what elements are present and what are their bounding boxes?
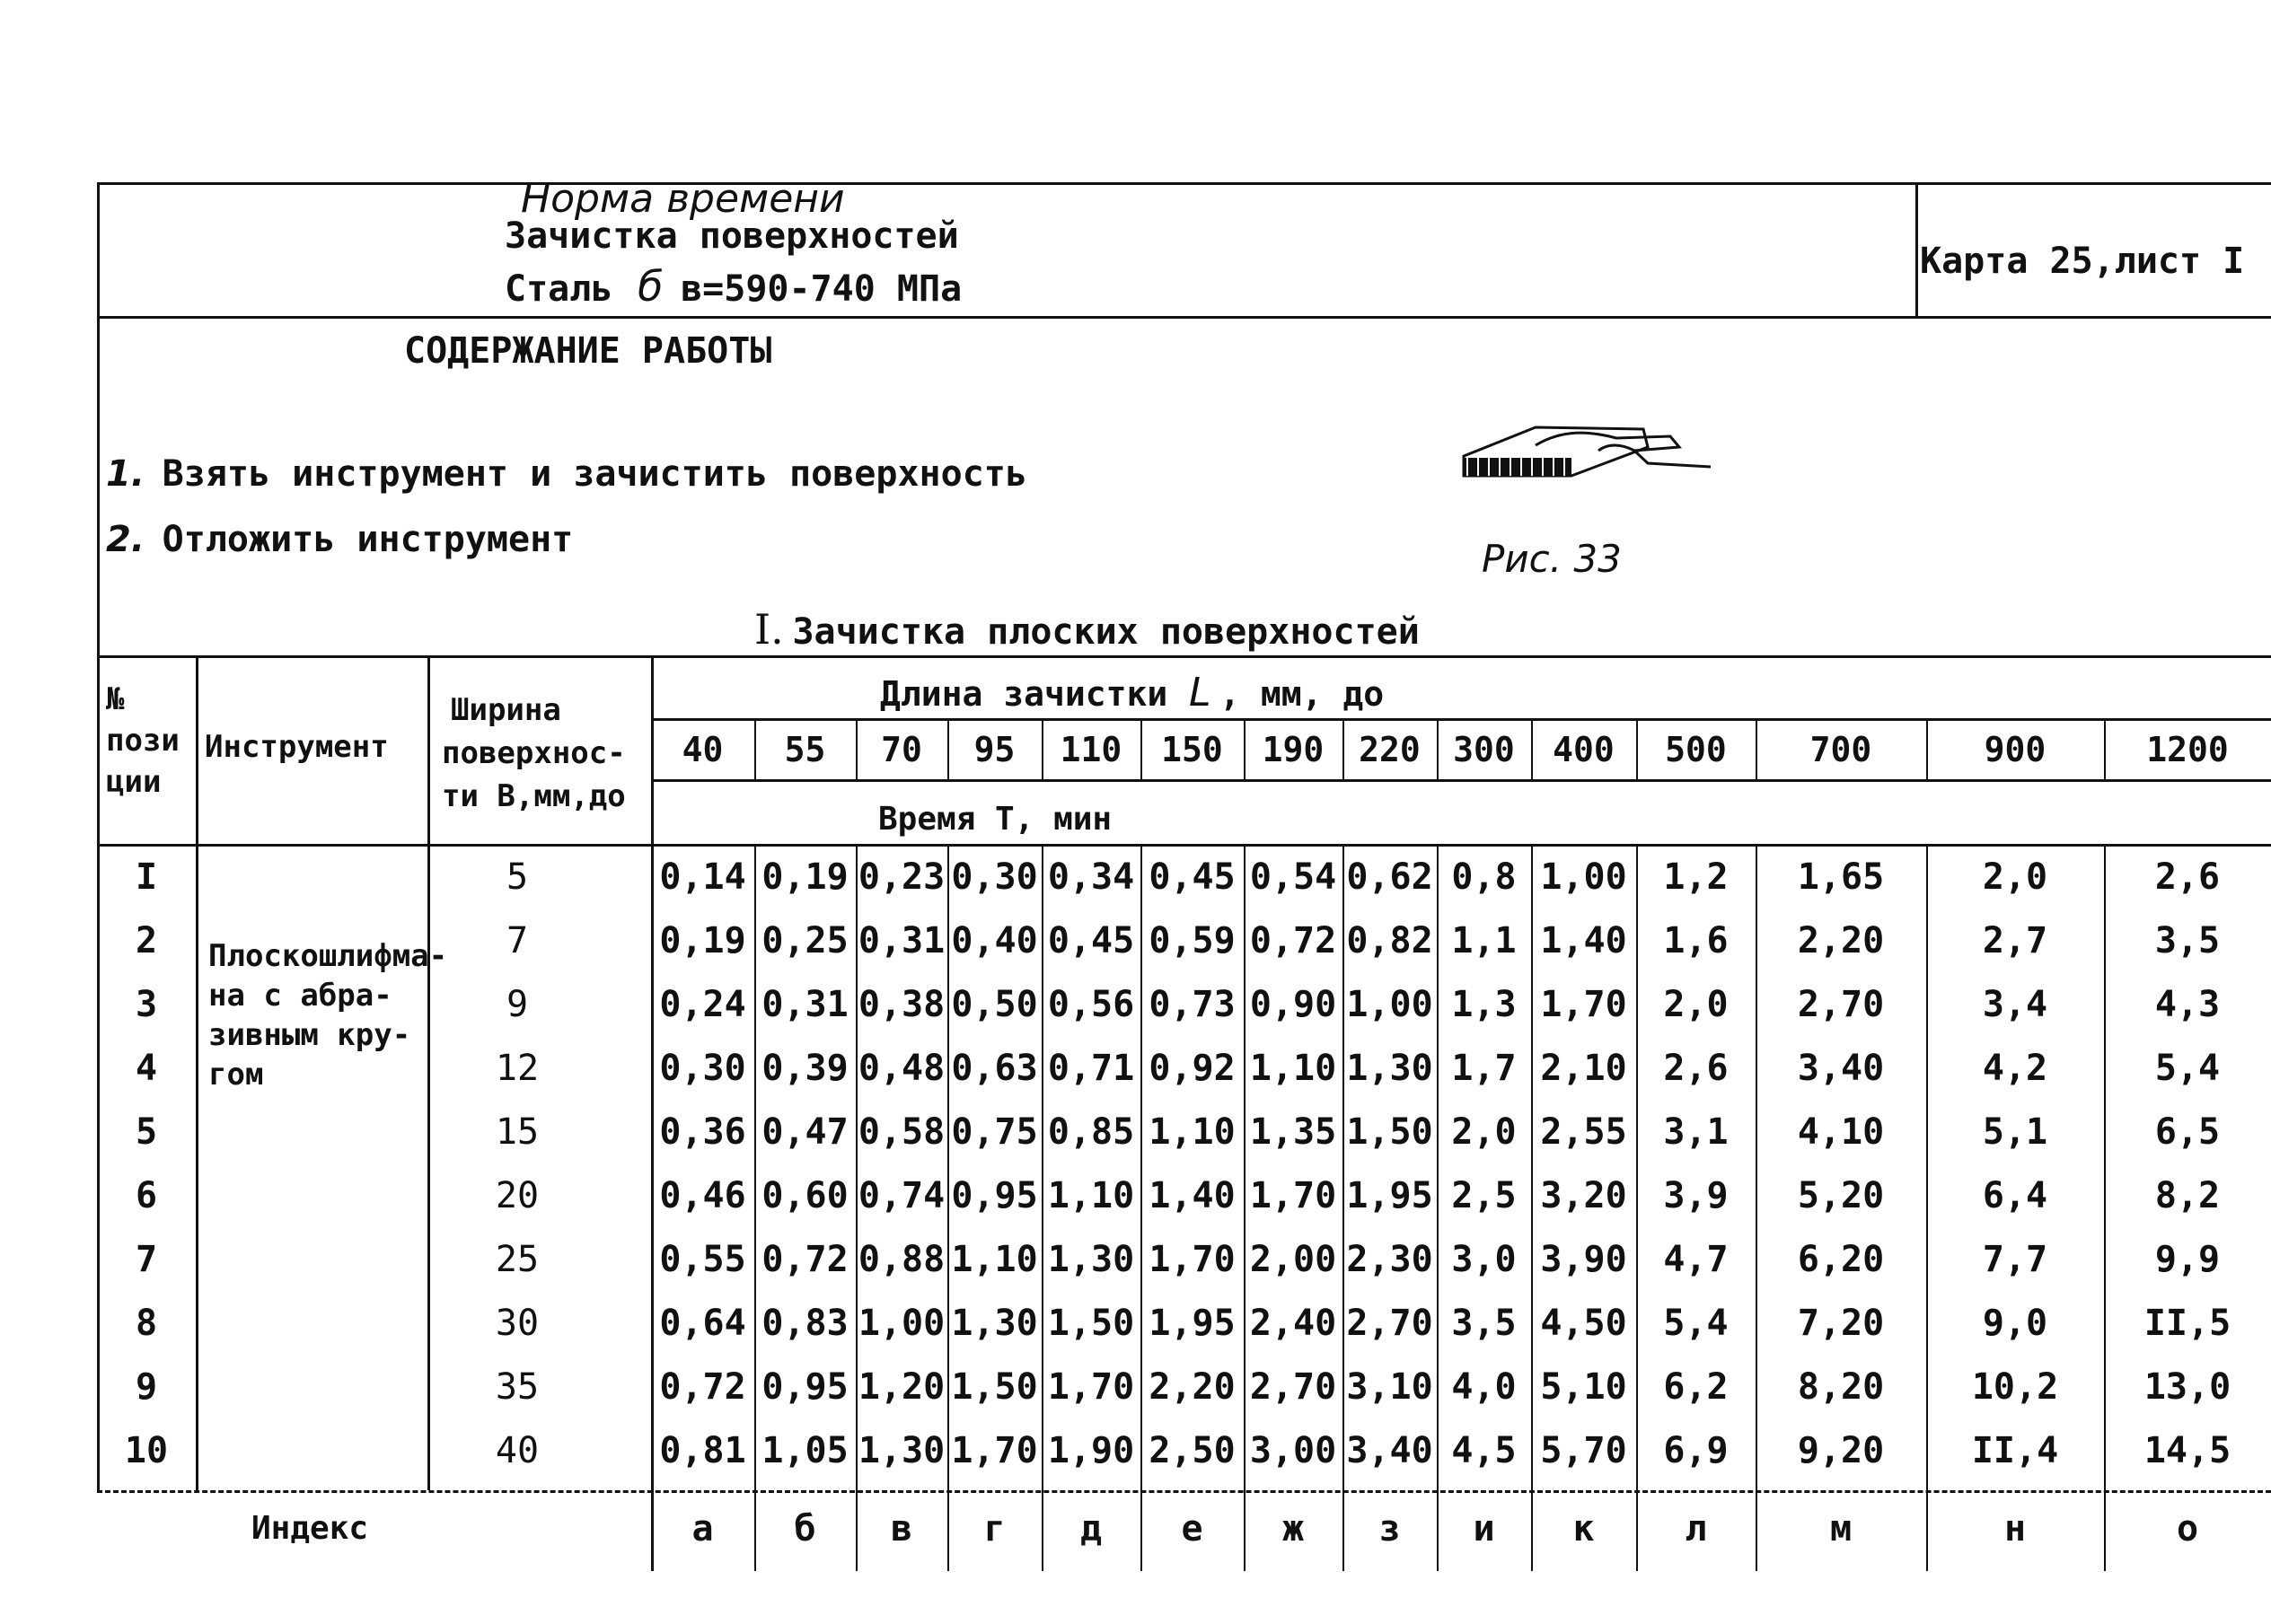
time-value: 0,55 (659, 1239, 746, 1280)
material-line (505, 262, 962, 311)
time-value: 0,60 (761, 1175, 849, 1216)
row-width: 5 (506, 856, 529, 898)
time-value: 0,95 (951, 1175, 1038, 1216)
length-value: 220 (1359, 730, 1421, 769)
time-value: II,4 (1971, 1430, 2059, 1471)
time-value: 0,30 (659, 1048, 746, 1089)
time-value: 1,2 (1663, 856, 1729, 898)
time-value: 1,7 (1451, 1048, 1517, 1089)
step-1-text: Взять инструмент и зачистить поверхность (162, 453, 1027, 495)
time-value: 0,63 (951, 1048, 1038, 1089)
time-value: 6,20 (1797, 1239, 1885, 1280)
time-value: 4,3 (2154, 984, 2221, 1025)
length-value: 55 (784, 730, 826, 769)
time-value: 2,55 (1540, 1111, 1627, 1153)
index-letter: б (794, 1508, 816, 1549)
row-width: 35 (495, 1366, 540, 1408)
header-bottom-rule-table (97, 844, 2271, 847)
time-value: 3,90 (1540, 1239, 1627, 1280)
time-value: 0,47 (761, 1111, 849, 1153)
index-letter: е (1181, 1508, 1203, 1549)
time-value: 0,30 (951, 856, 1038, 898)
work-heading: СОДЕРЖАНИЕ РАБОТЫ (404, 330, 772, 372)
tool-line-1: Плоскошлифма- (208, 938, 448, 974)
time-value: 3,10 (1346, 1366, 1433, 1408)
row-position: 10 (124, 1430, 169, 1471)
length-value: 40 (682, 730, 724, 769)
time-value: 0,81 (659, 1430, 746, 1471)
time-value: 1,30 (1047, 1239, 1135, 1280)
step-2-text: Отложить инструмент (162, 519, 574, 560)
time-value: 0,46 (659, 1175, 746, 1216)
time-value: 9,20 (1797, 1430, 1885, 1471)
time-value: 5,4 (1663, 1303, 1729, 1344)
handwritten-title: Норма времени (521, 176, 845, 222)
step-2-number: 2. (106, 519, 145, 560)
header-left-rule (97, 182, 100, 1493)
row-width: 15 (495, 1111, 540, 1153)
time-value: 0,72 (1249, 920, 1337, 961)
row-position: 8 (135, 1303, 158, 1344)
time-value: 0,85 (1047, 1111, 1135, 1153)
index-letter: н (2003, 1508, 2027, 1549)
time-value: 9,9 (2154, 1239, 2221, 1280)
time-value: 1,70 (1540, 984, 1627, 1025)
time-value: 2,70 (1346, 1303, 1433, 1344)
time-value: 1,20 (858, 1366, 946, 1408)
row-width: 30 (495, 1303, 540, 1344)
lengths-row-rule (651, 779, 2271, 782)
time-value: 3,00 (1249, 1430, 1337, 1471)
length-value: 300 (1453, 730, 1515, 769)
time-value: 3,4 (1982, 984, 2048, 1025)
time-value: 0,19 (761, 856, 849, 898)
time-value: 0,59 (1149, 920, 1236, 961)
time-value: 1,70 (1149, 1239, 1236, 1280)
time-value: 0,19 (659, 920, 746, 961)
tool-line-2: на с абра- (208, 978, 392, 1014)
tool-line-4: гом (208, 1057, 264, 1093)
time-value: 3,5 (2154, 920, 2221, 961)
document-title: Зачистка поверхностей (505, 215, 959, 257)
time-value: 2,20 (1149, 1366, 1236, 1408)
time-value: 0,95 (761, 1366, 849, 1408)
index-letter: з (1378, 1508, 1401, 1549)
length-value: 110 (1060, 730, 1122, 769)
time-value: 0,39 (761, 1048, 849, 1089)
time-value: 3,40 (1346, 1430, 1433, 1471)
work-step-2 (106, 519, 573, 560)
time-value: 1,95 (1346, 1175, 1433, 1216)
time-value: 3,1 (1663, 1111, 1729, 1153)
figure-caption: Рис. 33 (1482, 537, 1622, 581)
header-bottom-rule (97, 316, 2271, 319)
time-value: 2,10 (1540, 1048, 1627, 1089)
index-letter: л (1685, 1508, 1707, 1549)
tool-column-header: Инструмент (205, 729, 389, 765)
length-symbol: L (1188, 670, 1211, 715)
time-value: 0,62 (1346, 856, 1433, 898)
length-value: 900 (1984, 730, 2047, 769)
time-value: 0,23 (858, 856, 946, 898)
length-value: 70 (881, 730, 922, 769)
length-value: 150 (1161, 730, 1223, 769)
time-value: 1,10 (1149, 1111, 1236, 1153)
time-value: 0,24 (659, 984, 746, 1025)
time-value: 6,5 (2154, 1111, 2221, 1153)
time-value: 0,54 (1249, 856, 1337, 898)
time-value: 0,71 (1047, 1048, 1135, 1089)
time-value: 3,9 (1663, 1175, 1729, 1216)
time-value: 0,83 (761, 1303, 849, 1344)
material-label: Сталь (505, 268, 613, 310)
length-value: 400 (1553, 730, 1615, 769)
time-value: 1,35 (1249, 1111, 1337, 1153)
tool-description (208, 938, 447, 1093)
time-value: 4,10 (1797, 1111, 1885, 1153)
time-value: 1,30 (951, 1303, 1038, 1344)
time-value: 1,3 (1451, 984, 1517, 1025)
time-value: 0,90 (1249, 984, 1337, 1025)
time-value: 0,50 (951, 984, 1038, 1025)
row-width: 12 (495, 1048, 540, 1089)
width-header-line-2: поверхнос- (442, 735, 626, 771)
time-value: 1,05 (761, 1430, 849, 1471)
time-value: 0,8 (1451, 856, 1517, 898)
time-value: 0,92 (1149, 1048, 1236, 1089)
card-reference: Карта 25,лист I (1920, 241, 2245, 282)
material-range: в=590-740 МПа (681, 268, 963, 310)
width-column-header (442, 691, 626, 815)
pos-column-header (106, 680, 180, 801)
time-value: 0,74 (858, 1175, 946, 1216)
time-value: 0,64 (659, 1303, 746, 1344)
time-value: 2,0 (1663, 984, 1729, 1025)
row-width: 20 (495, 1175, 540, 1216)
time-value: 1,70 (951, 1430, 1038, 1471)
time-value: 1,00 (1346, 984, 1433, 1025)
index-letter: ж (1281, 1508, 1305, 1549)
step-1-number: 1. (106, 453, 145, 495)
time-header: Время Т, мин (878, 801, 1113, 838)
time-value: 0,45 (1047, 920, 1135, 961)
header-card-divider (1915, 182, 1918, 319)
time-value: 7,7 (1982, 1239, 2048, 1280)
time-value: 0,82 (1346, 920, 1433, 961)
time-value: 1,6 (1663, 920, 1729, 961)
index-letter: м (1829, 1508, 1853, 1549)
time-value: 1,70 (1249, 1175, 1337, 1216)
sigma-symbol: б (638, 262, 664, 311)
time-value: 5,1 (1982, 1111, 2048, 1153)
time-value: 8,20 (1797, 1366, 1885, 1408)
time-value: 1,95 (1149, 1303, 1236, 1344)
row-width: 25 (495, 1239, 540, 1280)
time-value: 2,0 (1451, 1111, 1517, 1153)
time-value: 6,2 (1663, 1366, 1729, 1408)
time-value: 2,6 (2154, 856, 2221, 898)
time-value: 2,30 (1346, 1239, 1433, 1280)
time-value: 4,5 (1451, 1430, 1517, 1471)
time-value: II,5 (2143, 1303, 2231, 1344)
time-value: 5,20 (1797, 1175, 1885, 1216)
time-value: 1,40 (1540, 920, 1627, 961)
pos-header-line-3: ции (106, 764, 162, 800)
index-letter: и (1473, 1508, 1495, 1549)
length-header-text: Длина зачистки (880, 674, 1168, 714)
index-letter: г (983, 1508, 1006, 1549)
length-value: 190 (1262, 730, 1325, 769)
time-value: 14,5 (2143, 1430, 2231, 1471)
time-value: 5,10 (1540, 1366, 1627, 1408)
row-position: 5 (135, 1111, 158, 1153)
time-value: 1,10 (951, 1239, 1038, 1280)
index-letter: к (1572, 1508, 1595, 1549)
length-unit: , мм, до (1219, 674, 1385, 714)
time-value: 1,50 (1047, 1303, 1135, 1344)
col-divider-pos (196, 655, 198, 1490)
time-value: 1,50 (1346, 1111, 1433, 1153)
time-value: 2,40 (1249, 1303, 1337, 1344)
time-value: 2,5 (1451, 1175, 1517, 1216)
time-value: 1,70 (1047, 1366, 1135, 1408)
row-position: 6 (135, 1175, 158, 1216)
time-value: 7,20 (1797, 1303, 1885, 1344)
time-value: 1,50 (951, 1366, 1038, 1408)
row-position: 9 (135, 1366, 158, 1408)
time-value: 4,7 (1663, 1239, 1729, 1280)
time-value: 1,10 (1249, 1048, 1337, 1089)
length-value: 95 (973, 730, 1016, 769)
tool-line-3: зивным кру- (208, 1017, 411, 1053)
width-header-line-1: Ширина (451, 692, 561, 728)
time-value: 1,40 (1149, 1175, 1236, 1216)
time-value: 2,00 (1249, 1239, 1337, 1280)
row-position: 3 (135, 984, 158, 1025)
time-value: 3,40 (1797, 1048, 1885, 1089)
table-top-rule (97, 655, 2271, 658)
time-value: 2,70 (1797, 984, 1885, 1025)
time-value: 4,0 (1451, 1366, 1517, 1408)
time-value: 1,00 (1540, 856, 1627, 898)
pos-header-line-2: пози (106, 723, 180, 759)
time-value: 2,70 (1249, 1366, 1337, 1408)
header-top-rule (97, 182, 2271, 185)
section-text: Зачистка плоских поверхностей (792, 611, 1420, 653)
section-title (754, 605, 1420, 654)
time-value: 0,31 (761, 984, 849, 1025)
row-position: 7 (135, 1239, 158, 1280)
time-value: 0,58 (858, 1111, 946, 1153)
length-header (880, 670, 1384, 715)
time-value: 0,40 (951, 920, 1038, 961)
length-value: 700 (1809, 730, 1872, 769)
time-value: 2,7 (1982, 920, 2048, 961)
time-value: 13,0 (2143, 1366, 2231, 1408)
time-value: 0,73 (1149, 984, 1236, 1025)
time-value: 2,0 (1982, 856, 2048, 898)
time-value: 0,45 (1149, 856, 1236, 898)
time-value: 0,72 (761, 1239, 849, 1280)
time-value: 1,65 (1797, 856, 1885, 898)
index-letter: д (1079, 1508, 1103, 1549)
work-step-1 (106, 453, 1027, 495)
row-width: 40 (495, 1430, 540, 1471)
grinder-figure (1455, 411, 1724, 492)
width-header-line-3: ти В,мм,до (442, 778, 626, 814)
time-value: 10,2 (1971, 1366, 2059, 1408)
time-value: 5,70 (1540, 1430, 1627, 1471)
time-value: 4,50 (1540, 1303, 1627, 1344)
time-value: 3,5 (1451, 1303, 1517, 1344)
time-value: 0,31 (858, 920, 946, 961)
time-value: 2,6 (1663, 1048, 1729, 1089)
time-value: 1,30 (1346, 1048, 1433, 1089)
index-letter: о (2176, 1508, 2199, 1549)
time-value: 4,2 (1982, 1048, 2048, 1089)
time-value: 8,2 (2154, 1175, 2221, 1216)
time-value: 0,88 (858, 1239, 946, 1280)
time-value: 1,1 (1451, 920, 1517, 961)
time-value: 3,20 (1540, 1175, 1627, 1216)
time-value: 1,00 (858, 1303, 946, 1344)
table-bottom-rule (97, 1490, 2271, 1493)
time-value: 6,4 (1982, 1175, 2048, 1216)
time-value: 0,34 (1047, 856, 1135, 898)
time-value: 5,4 (2154, 1048, 2221, 1089)
time-value: 3,0 (1451, 1239, 1517, 1280)
row-width: 9 (506, 984, 529, 1025)
time-value: 1,30 (858, 1430, 946, 1471)
row-width: 7 (506, 920, 529, 961)
time-value: 0,14 (659, 856, 746, 898)
index-label: Индекс (251, 1510, 369, 1547)
length-header-rule (651, 718, 2271, 721)
time-value: 0,36 (659, 1111, 746, 1153)
time-value: 0,25 (761, 920, 849, 961)
length-value: 1200 (2146, 730, 2229, 769)
length-value: 500 (1665, 730, 1727, 769)
index-letter: а (691, 1508, 714, 1549)
time-value: 0,38 (858, 984, 946, 1025)
pos-header-line-1: № (106, 681, 125, 717)
time-value: 1,90 (1047, 1430, 1135, 1471)
row-position: 4 (135, 1048, 158, 1089)
time-value: 0,56 (1047, 984, 1135, 1025)
time-value: 9,0 (1982, 1303, 2048, 1344)
time-value: 2,50 (1149, 1430, 1236, 1471)
time-value: 6,9 (1663, 1430, 1729, 1471)
time-value: 1,10 (1047, 1175, 1135, 1216)
time-value: 2,20 (1797, 920, 1885, 961)
section-number: I. (754, 605, 784, 654)
index-letter: в (890, 1508, 913, 1549)
row-position: 2 (135, 920, 158, 961)
time-value: 0,72 (659, 1366, 746, 1408)
row-position: I (135, 856, 158, 898)
time-value: 0,75 (951, 1111, 1038, 1153)
time-value: 0,48 (858, 1048, 946, 1089)
